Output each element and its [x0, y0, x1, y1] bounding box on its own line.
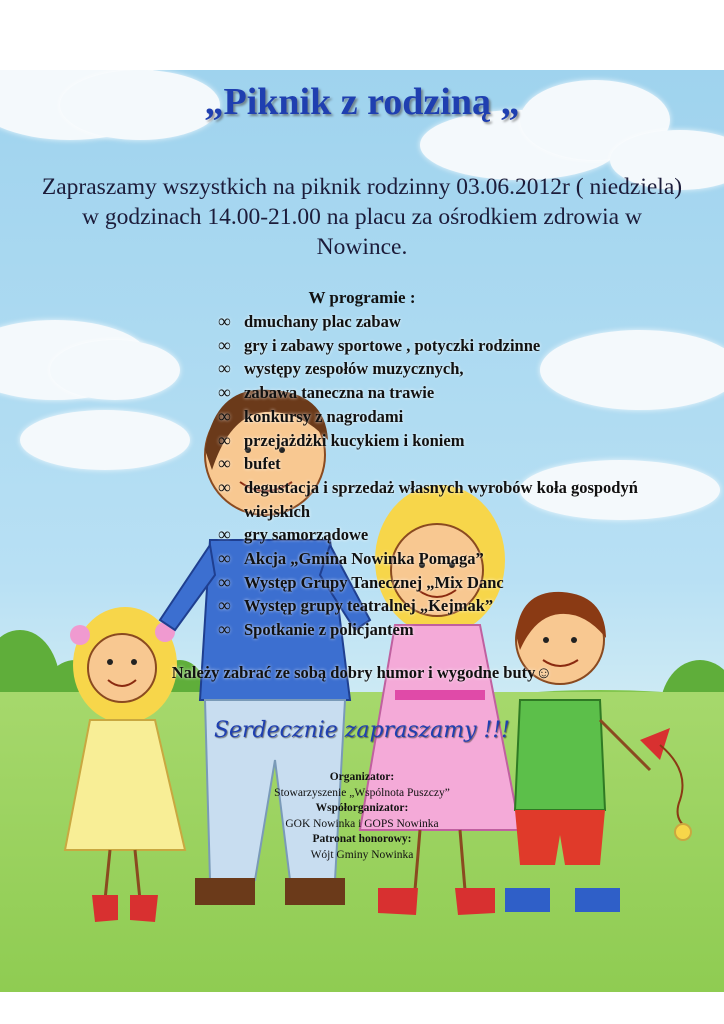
program-item-text: Występ Grupy Tanecznej „Mix Danc — [244, 572, 504, 592]
program-item-text: Występ grupy teatralnej „Kejmak” — [244, 596, 494, 616]
infinity-bullet-icon: ∞ — [218, 382, 231, 403]
organizer-label: Organizator: — [329, 771, 395, 783]
program-item — [218, 357, 678, 381]
infinity-bullet-icon: ∞ — [218, 571, 231, 592]
note-text: Należy zabrać ze sobą dobry humor i wygodne buty☺ — [171, 663, 553, 682]
intro-paragraph: Zapraszamy wszystkich na piknik rodzinny 03.06.2012r ( niedziela) w godzinach 14.00-21.00 na placu za ośrodkiem zdrowia w Nowince. — [41, 174, 683, 260]
coorganizer-name: GOK Nowinka i GOPS Nowinka — [285, 817, 439, 830]
program-item — [218, 334, 678, 358]
patronage-name: Wójt Gminy Nowinka — [310, 848, 414, 861]
program-list — [218, 310, 678, 642]
program-item — [218, 310, 678, 334]
program-item — [218, 429, 678, 453]
program-item — [218, 381, 678, 405]
program-item-text: dmuchany plac zabaw — [244, 312, 401, 331]
program-item-text: konkursy z nagrodami — [244, 406, 404, 426]
program-item — [218, 523, 678, 547]
program-item — [218, 547, 678, 571]
program-item-text: przejażdżki kucykiem i koniem — [244, 430, 465, 450]
program-item-text: zabawa taneczna na trawie — [244, 383, 435, 403]
program-item-text: Spotkanie z policjantem — [244, 620, 414, 640]
program-item — [218, 405, 678, 429]
organizer-name: Stowarzyszenie „Wspólnota Puszczy” — [274, 786, 450, 799]
infinity-bullet-icon: ∞ — [218, 595, 231, 616]
program-item-text: gry samorządowe — [244, 525, 369, 545]
closing-text: Serdecznie zapraszamy !!! — [213, 718, 511, 743]
infinity-bullet-icon: ∞ — [218, 334, 231, 355]
program-item-text: degustacja i sprzedaż własnych wyrobów koła gospodyń wiejskich — [244, 477, 638, 521]
coorganizer-label: Współorganizator: — [315, 802, 409, 814]
infinity-bullet-icon: ∞ — [218, 619, 231, 640]
program-item — [218, 452, 678, 476]
infinity-bullet-icon: ∞ — [218, 524, 231, 545]
organizers-block — [0, 770, 724, 863]
program-heading: W programie : — [308, 288, 416, 307]
patronage-label: Patronat honorowy: — [312, 833, 412, 845]
program-item — [218, 476, 678, 523]
infinity-bullet-icon: ∞ — [218, 476, 231, 497]
program-item-text: występy zespołów muzycznych, — [244, 359, 464, 379]
program-item — [218, 571, 678, 595]
program-item — [218, 594, 678, 618]
program-item — [218, 618, 678, 642]
infinity-bullet-icon: ∞ — [218, 429, 231, 450]
infinity-bullet-icon: ∞ — [218, 311, 231, 331]
program-item-text: gry i zabawy sportowe , potyczki rodzinne — [244, 335, 541, 355]
page-title: „Piknik z rodziną „ — [204, 81, 520, 123]
infinity-bullet-icon: ∞ — [218, 548, 231, 569]
program-item-text: bufet — [244, 454, 281, 474]
infinity-bullet-icon: ∞ — [218, 358, 231, 379]
program-item-text: Akcja „Gmina Nowinka Pomaga” — [244, 549, 484, 569]
infinity-bullet-icon: ∞ — [218, 405, 231, 426]
infinity-bullet-icon: ∞ — [218, 453, 231, 474]
